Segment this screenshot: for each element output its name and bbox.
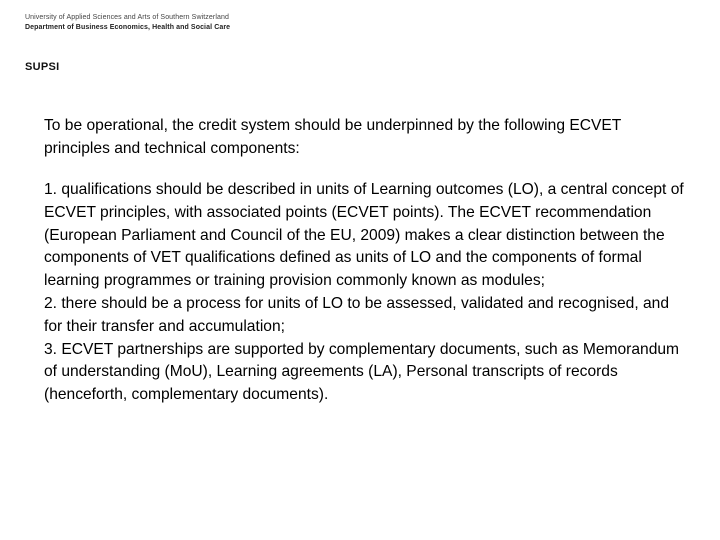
list-item: 3. ECVET partnerships are supported by complementary documents, such as Memorandum of understanding (MoU), Learning agreements (LA), Personal transcripts of records (henceforth, complementary documents).: [44, 340, 680, 404]
slide-body: [44, 114, 684, 407]
institution-name: University of Applied Sciences and Arts of Southern Switzerland: [25, 14, 229, 21]
department-name: Department of Business Economics, Health and Social Care: [25, 24, 231, 31]
header: [25, 13, 230, 33]
supsi-logo: SUPSI: [25, 61, 60, 73]
list-item: 2. there should be a process for units of LO to be assessed, validated and recognised, and for their transfer and accumulation;: [44, 294, 670, 335]
list-item: 1. qualifications should be described in units of Learning outcomes (LO), a central concept of ECVET principles, with associated points (ECVET points). The ECVET recommendation (European Parliament and Council of the EU, 2009) makes a clear distinction between the components of VET qualifications defined as units of LO and the components of formal learning programmes or training provision commonly known as modules;: [44, 181, 684, 290]
intro-paragraph: To be operational, the credit system should be underpinned by the following ECVET principles and technical components:: [44, 117, 622, 157]
